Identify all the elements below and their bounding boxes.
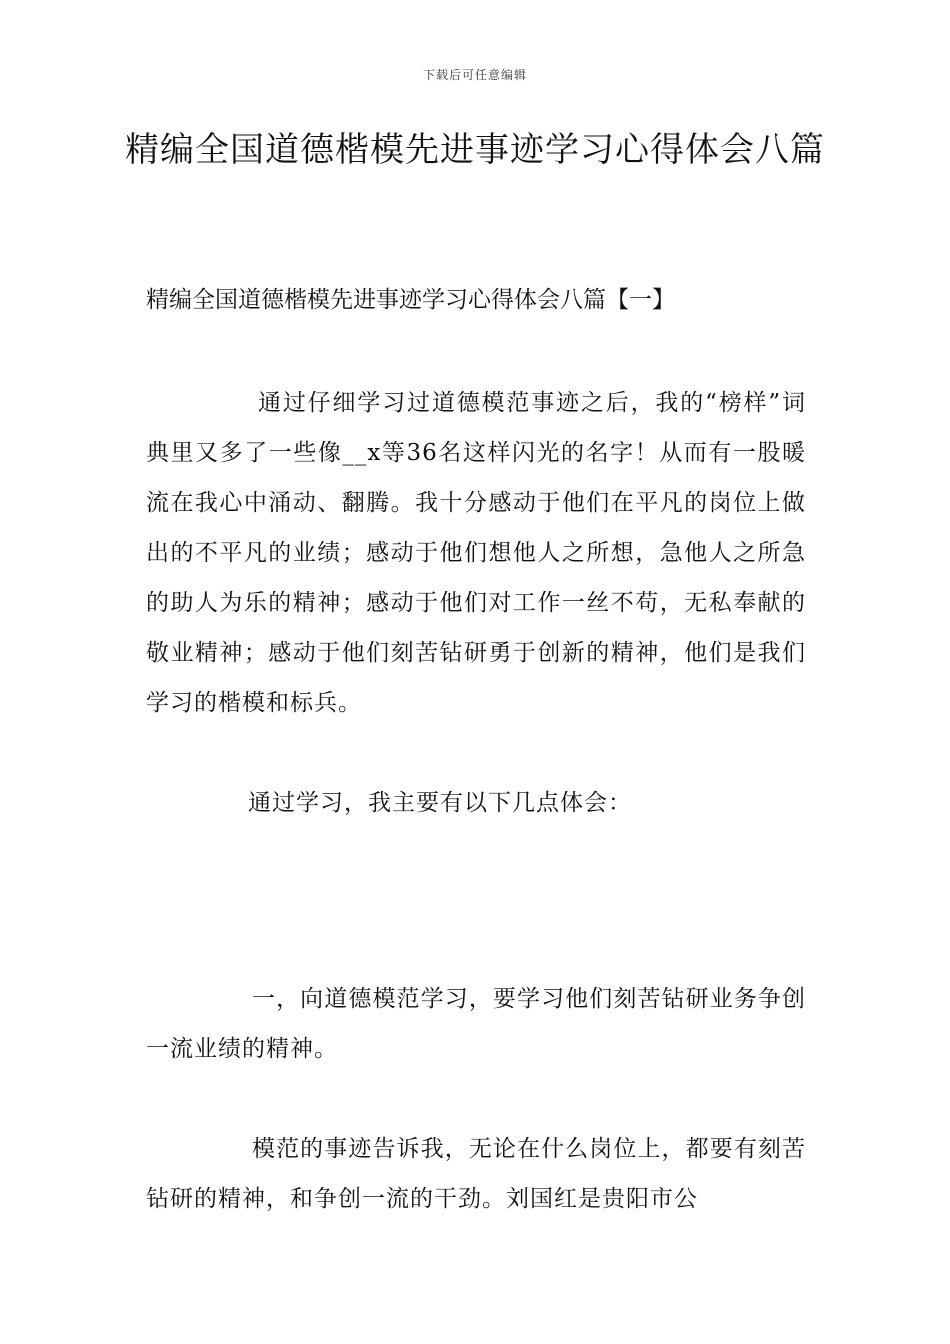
body-paragraph: 通过仔细学习过道德模范事迹之后，我的“榜样”词典里又多了一些像__x等36名这样闪光的名字！从而有一股暖流在我心中涌动、翻腾。我十分感动于他们在平凡的岗位上做出的不平凡的业绩；感动于他们想他人之所想，急他人之所急的助人为乐的精神；感动于他们对工作一丝不苟，无私奉献的敬业精神；感动于他们刻苦钻研勇于创新的精神，他们是我们学习的楷模和标兵。 [146,390,806,716]
section-heading: 精编全国道德楷模先进事迹学习心得体会八篇【一】 [146,287,675,313]
document-title: 精编全国道德楷模先进事迹学习心得体会八篇 [125,130,825,170]
body-paragraph: 一，向道德模范学习，要学习他们刻苦钻研业务争创一流业绩的精神。 [146,986,806,1062]
body-paragraph: 通过学习，我主要有以下几点体会： [248,790,632,816]
body-paragraph: 模范的事迹告诉我，无论在什么岗位上，都要有刻苦钻研的精神，和争创一流的干劲。刘国红是贵阳市公 [146,1136,806,1212]
header-note: 下载后可任意编辑 [422,68,527,82]
